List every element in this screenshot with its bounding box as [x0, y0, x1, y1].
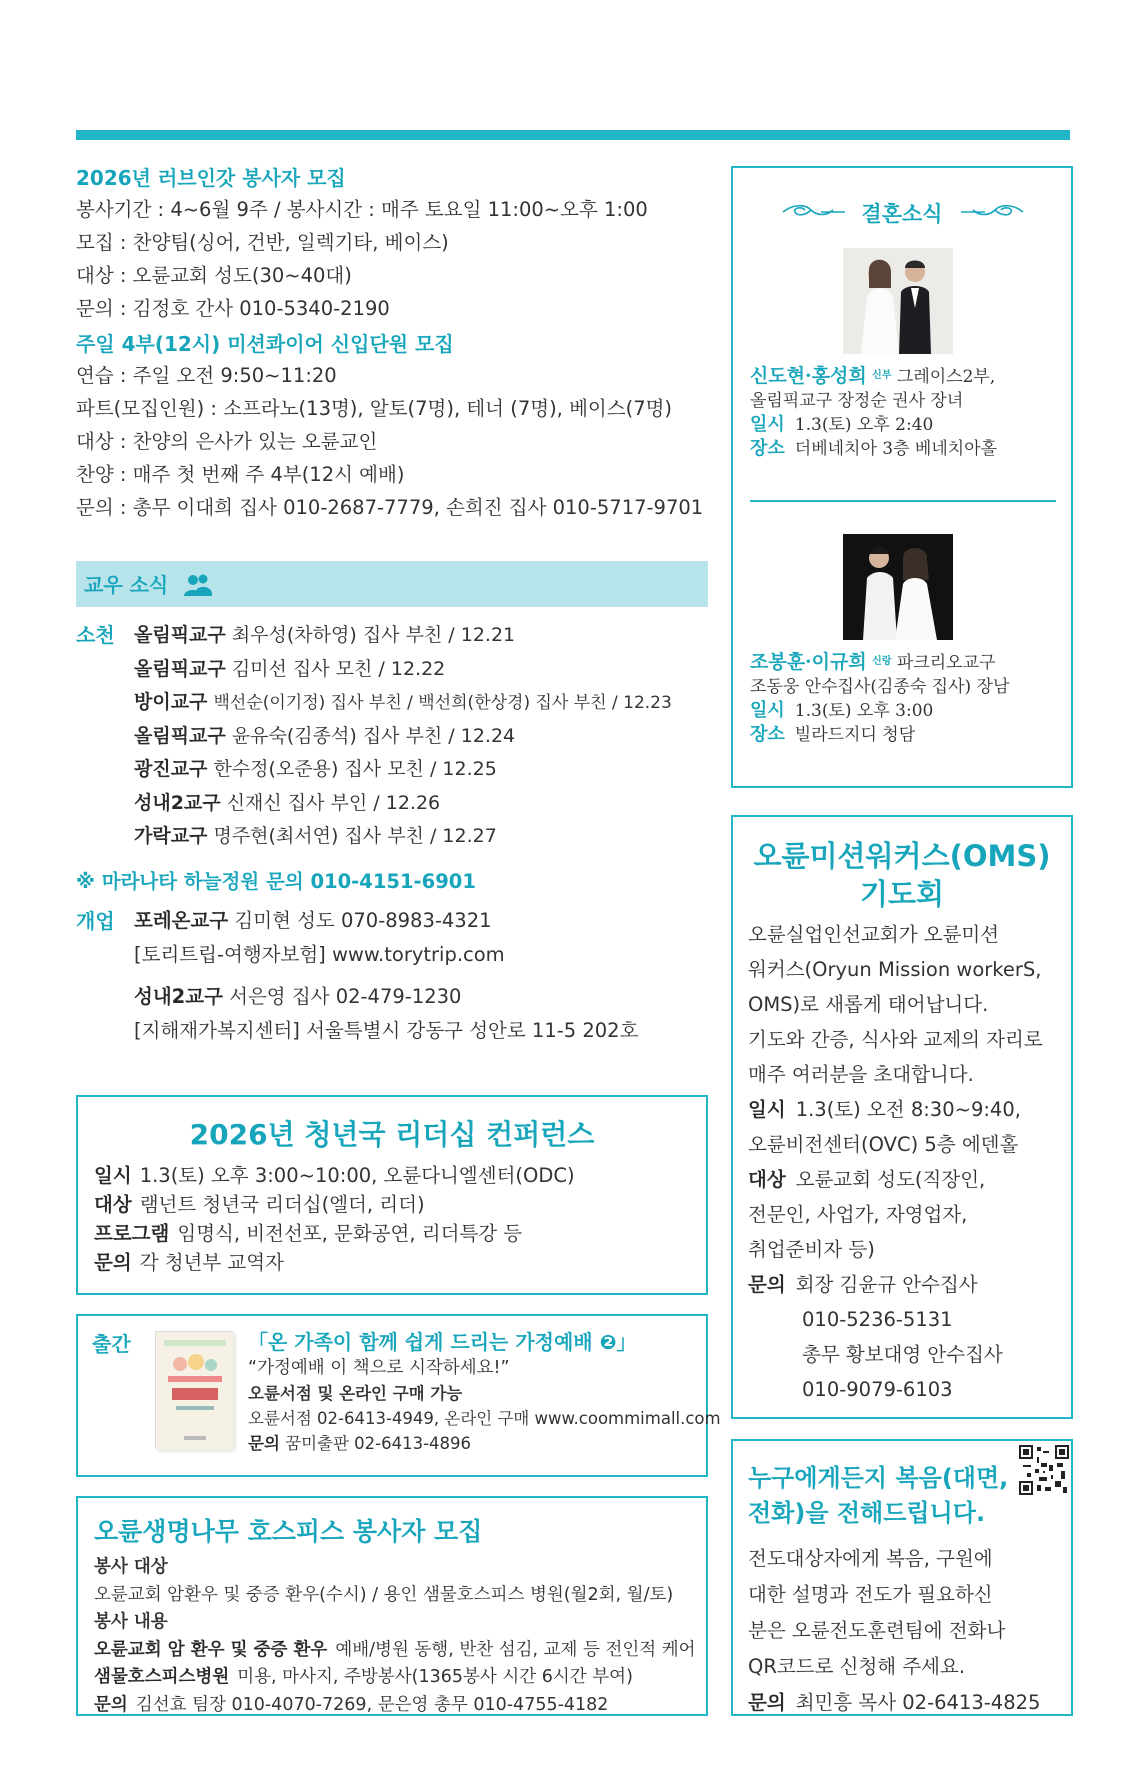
gospel-line: QR코드로 신청해 주세요.	[748, 1655, 966, 1678]
list-item	[76, 619, 716, 653]
district-name: 가락교구	[134, 825, 208, 847]
obituary-text: 신재신 집사 부인 / 12.26	[226, 791, 441, 814]
oms-prayer-box	[731, 815, 1073, 1419]
row-key: 문의	[94, 1694, 128, 1715]
oms-title-line: 기도회	[859, 877, 945, 911]
obituary-list	[76, 619, 716, 854]
hospice-target: 오륜교회 암환우 및 중증 환우(수시) / 용인 샘물호스피스 병원(월2회, 월/토)	[94, 1584, 674, 1605]
gospel-contact: 최민흥 목사 02-6413-4825	[795, 1691, 1041, 1714]
couple-names: 조봉훈·이규희	[750, 651, 867, 673]
couple-line: 올림픽교구 장정순 권사 장녀	[750, 391, 964, 411]
wedding-place: 더베네치아 3층 베네치아홀	[794, 439, 998, 459]
recruit2-line: 찬양 : 매주 첫 번째 주 4부(12시 예배)	[76, 463, 405, 486]
recruit1-line: 모집 : 찬양팀(싱어, 건반, 일렉기타, 베이스)	[76, 231, 449, 254]
date-key: 일시	[750, 700, 785, 721]
list-item	[76, 1014, 716, 1048]
oms-contact: 총무 황보대영 안수집사	[802, 1343, 1003, 1366]
row-key: 프로그램	[94, 1222, 170, 1245]
recruit2-line: 대상 : 찬양의 은사가 있는 오륜교인	[76, 430, 378, 453]
conference-row	[94, 1219, 575, 1248]
obituary-text: 윤유숙(김종석) 집사 부친 / 12.24	[231, 724, 516, 747]
hospice-content-key: 봉사 내용	[94, 1612, 168, 1632]
obituary-text: 한수정(오준용) 집사 모친 / 12.25	[213, 758, 497, 780]
row-value: 김선효 팀장 010-4070-7269, 문은영 총무 010-4755-4182	[135, 1694, 609, 1715]
business-opening-label: 개업	[76, 909, 115, 933]
gospel-title-line: 전화)을 전해드립니다.	[748, 1499, 986, 1527]
list-item	[76, 787, 716, 821]
business-contact: 김미현 성도 070-8983-4321	[234, 909, 492, 932]
oms-date: 1.3(토) 오전 8:30~9:40,	[795, 1098, 1021, 1121]
row-value: 램넌트 청년국 리더십(엘더, 리더)	[139, 1193, 425, 1216]
couple-line: 조동웅 안수집사(김종숙 집사) 장남	[750, 677, 1010, 697]
row-key: 문의	[94, 1251, 132, 1274]
flourish-right-icon	[959, 202, 1025, 222]
district-name: 성내2교구	[134, 985, 223, 1008]
hospice-row	[94, 1637, 696, 1665]
recruit2-line: 문의 : 총무 이대희 집사 010-2687-7779, 손희진 집사 010-5717-9701	[76, 496, 704, 519]
recruit2-line: 연습 : 주일 오전 9:50~11:20	[76, 364, 337, 387]
business-detail: [지해재가복지센터] 서울특별시 강동구 성안로 11-5 202호	[134, 1019, 639, 1042]
list-item	[76, 653, 716, 687]
hospice-row	[94, 1692, 696, 1720]
oms-line: 기도와 간증, 식사와 교제의 자리로	[748, 1028, 1043, 1051]
oms-line: 워커스(Oryun Mission workerS,	[748, 958, 1042, 981]
oms-venue: 오륜비전센터(OVC) 5층 에덴홀	[748, 1133, 1019, 1156]
obituary-text: 김미선 집사 모친 / 12.22	[231, 657, 446, 680]
wedding-date: 1.3(토) 오후 2:40	[794, 415, 934, 435]
memorial-park-note: ※ 마라나타 하늘정원 문의 010-4151-6901	[76, 870, 476, 893]
congregation-news-title: 교우 소식	[84, 573, 169, 597]
oms-line: OMS)로 새롭게 태어납니다.	[748, 993, 989, 1016]
loveingod-recruit-title: 2026년 러브인갓 봉사자 모집	[76, 166, 346, 190]
business-opening-list	[76, 904, 716, 1048]
gospel-line: 대한 설명과 전도가 필요하신	[748, 1583, 993, 1606]
business-contact: 서은영 집사 02-479-1230	[229, 985, 462, 1008]
obituary-text: 최우성(차하영) 집사 부친 / 12.21	[231, 624, 516, 646]
recruit1-line: 봉사기간 : 4~6월 9주 / 봉사시간 : 매주 토요일 11:00~오후 1:00	[76, 198, 648, 221]
list-item	[76, 904, 716, 938]
book-release-label: 출간	[92, 1332, 131, 1356]
book-shop: 오륜서점 02-6413-4949, 온라인 구매 www.coommimall.com	[248, 1409, 721, 1428]
hospice-target-key: 봉사 대상	[94, 1557, 168, 1577]
oms-target: 전문인, 사업가, 자영업자,	[748, 1203, 968, 1226]
top-accent-bar	[76, 130, 1070, 140]
wedding-place: 빌라드지디 청담	[794, 725, 916, 745]
row-key: 일시	[94, 1164, 132, 1187]
district-name: 광진교구	[134, 758, 208, 780]
district-name: 올림픽교구	[134, 724, 226, 747]
qr-code-icon[interactable]	[1019, 1445, 1069, 1495]
oms-contact: 회장 김윤규 안수집사	[795, 1273, 978, 1296]
business-detail: [토리트립-여행자보험] www.torytrip.com	[134, 943, 505, 966]
conference-row	[94, 1161, 575, 1190]
oms-target: 취업준비자 등)	[748, 1238, 875, 1261]
oms-contact: 010-5236-5131	[802, 1308, 953, 1331]
oms-title-line: 오륜미션워커스(OMS)	[753, 839, 1051, 873]
couple-names: 신도현·홍성희	[750, 365, 867, 387]
hospice-volunteer-box	[76, 1496, 708, 1716]
hospice-row	[94, 1664, 696, 1692]
oms-line: 매주 여러분을 초대합니다.	[748, 1063, 974, 1086]
book-purchase: 오륜서점 및 온라인 구매 가능	[248, 1384, 463, 1403]
recruit1-line: 대상 : 오륜교회 성도(30~40대)	[76, 264, 352, 287]
recruit1-line: 문의 : 김정호 간사 010-5340-2190	[76, 297, 390, 320]
list-item	[76, 753, 716, 787]
list-item	[76, 820, 716, 854]
row-key: 샘물호스피스병원	[94, 1667, 230, 1687]
contact-key: 문의	[748, 1691, 786, 1714]
gospel-line: 전도대상자에게 복음, 구원에	[748, 1547, 993, 1570]
place-key: 장소	[750, 724, 785, 745]
divider	[750, 500, 1056, 502]
conference-title: 2026년 청년국 리더십 컨퍼런스	[189, 1118, 595, 1151]
row-value: 1.3(토) 오후 3:00~10:00, 오륜다니엘센터(ODC)	[139, 1164, 575, 1187]
row-value: 임명식, 비전선포, 문화공연, 리더특강 등	[177, 1222, 523, 1245]
wedding-date: 1.3(토) 오후 3:00	[794, 701, 934, 721]
row-key: 대상	[94, 1193, 132, 1216]
list-item	[76, 720, 716, 754]
district-name: 올림픽교구	[134, 657, 226, 680]
obituary-text: 백선순(이기정) 집사 부친 / 백선희(한상경) 집사 부친 / 12.23	[213, 693, 672, 713]
oms-line: 오륜실업인선교회가 오륜미션	[748, 923, 1000, 946]
district-name: 올림픽교구	[134, 624, 226, 646]
book-cover-image	[155, 1331, 233, 1449]
leadership-conference-box	[76, 1095, 708, 1295]
recruitment-sections	[76, 163, 706, 524]
list-item	[76, 938, 716, 972]
couple-photo	[843, 534, 953, 640]
gospel-line: 분은 오륜전도훈련팀에 전화나	[748, 1619, 1006, 1642]
obituary-text: 명주현(최서연) 집사 부친 / 12.27	[213, 825, 497, 847]
oms-title	[733, 837, 1071, 913]
wedding-title: 결혼소식	[861, 202, 943, 226]
oms-target: 오륜교회 성도(직장인,	[795, 1168, 986, 1191]
target-key: 대상	[748, 1168, 786, 1191]
people-icon	[183, 573, 213, 597]
couple-role: 신랑	[872, 656, 892, 667]
date-key: 일시	[750, 414, 785, 435]
couple-line: 파크리오교구	[896, 653, 996, 673]
row-value: 예배/병원 동행, 반찬 섬김, 교제 등 전인적 케어	[335, 1639, 696, 1660]
gospel-sharing-box	[731, 1439, 1073, 1716]
district-name: 포레온교구	[134, 909, 229, 932]
book-contact-key: 문의	[248, 1434, 280, 1453]
book-quote: “가정예배 이 책으로 시작하세요!”	[248, 1358, 510, 1378]
wedding-news-box	[731, 166, 1073, 788]
gospel-title-line: 누구에게든지 복음(대면,	[748, 1464, 1009, 1492]
book-cover-illustration	[156, 1332, 234, 1450]
couple-role: 신부	[872, 370, 892, 381]
date-key: 일시	[748, 1098, 786, 1121]
conference-row	[94, 1248, 575, 1277]
district-name: 성내2교구	[134, 791, 221, 814]
congregation-news-header	[76, 561, 708, 607]
list-item	[76, 980, 716, 1014]
row-value: 각 청년부 교역자	[139, 1251, 284, 1274]
mission-choir-recruit-title: 주일 4부(12시) 미션콰이어 신입단원 모집	[76, 332, 454, 356]
row-value: 미용, 마사지, 주방봉사(1365봉사 시간 6시간 부여)	[237, 1667, 633, 1687]
book-contact: 꿈미출판 02-6413-4896	[285, 1434, 472, 1453]
obituary-label: 소천	[76, 623, 115, 647]
book-release-box	[76, 1314, 721, 1477]
oms-contact: 010-9079-6103	[802, 1378, 953, 1401]
district-name: 방이교구	[134, 691, 208, 713]
list-item	[76, 686, 716, 720]
recruit2-line: 파트(모집인원) : 소프라노(13명), 알토(7명), 테너 (7명), 베이스(7명)	[76, 397, 673, 420]
place-key: 장소	[750, 438, 785, 459]
contact-key: 문의	[748, 1273, 786, 1296]
conference-row	[94, 1190, 575, 1219]
couple-photo	[843, 248, 953, 354]
hospice-title: 오륜생명나무 호스피스 봉사자 모집	[94, 1517, 483, 1546]
gospel-title	[748, 1461, 1008, 1531]
book-title: 「온 가족이 함께 쉽게 드리는 가정예배 ❷」	[248, 1330, 637, 1354]
row-key: 오륜교회 암 환우 및 중증 환우	[94, 1639, 328, 1660]
couple-line: 그레이스2부,	[896, 367, 996, 387]
